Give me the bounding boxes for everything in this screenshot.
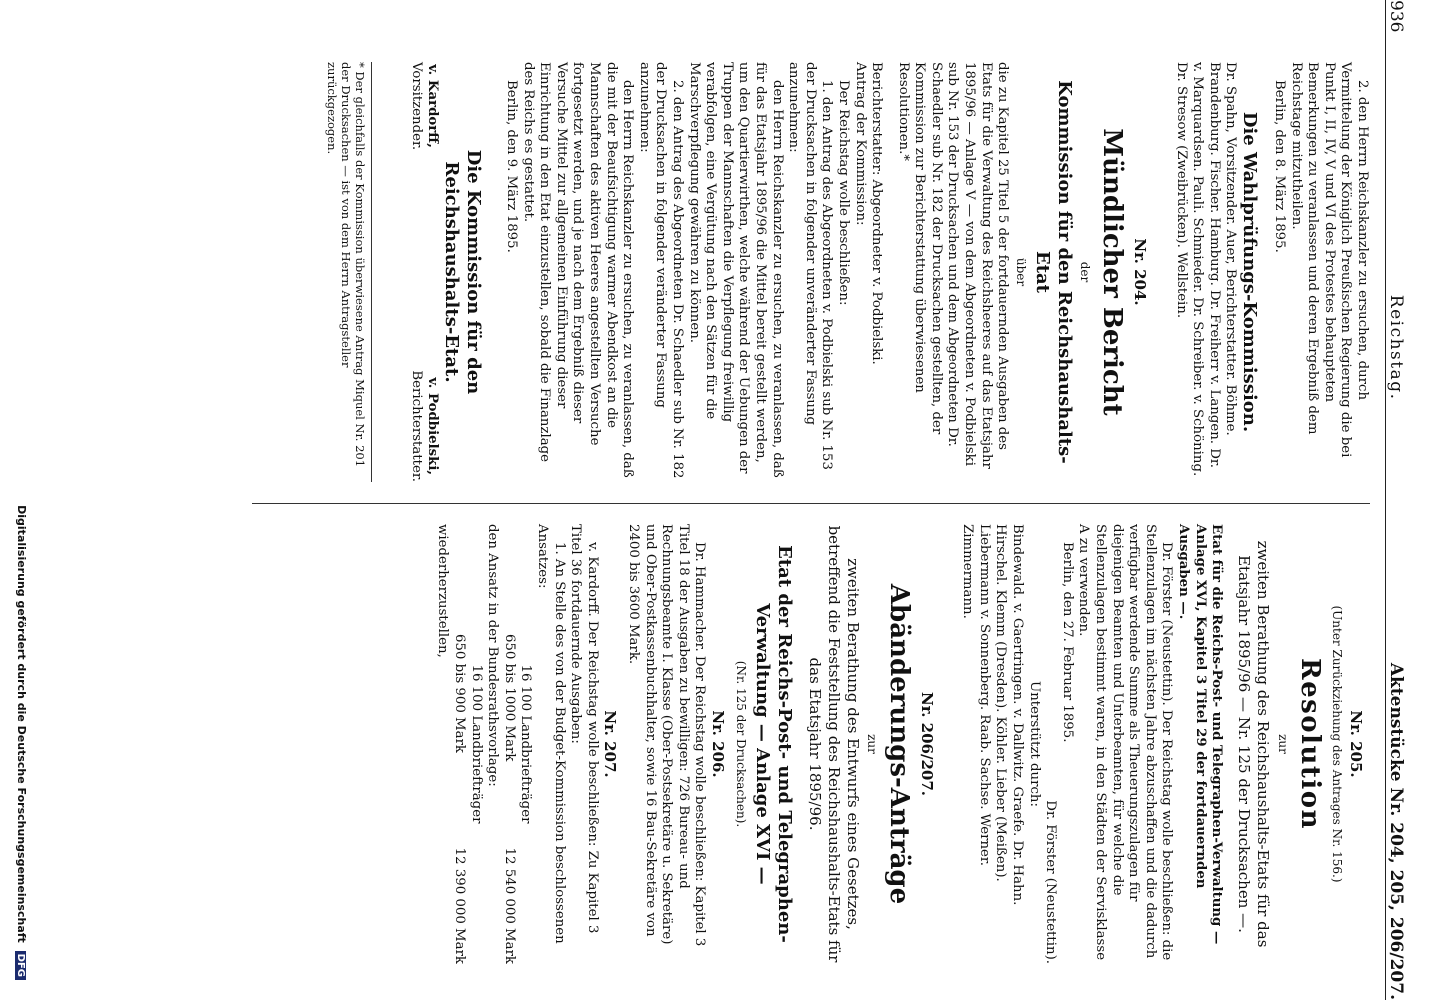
paragraph: v. Kardorff. Der Reichstag wolle beschließen: Zu Kapitel 3 Titel 36 fortdauernde Ausgaben: — [568, 524, 600, 934]
resolution-title: Resolution — [1294, 657, 1325, 831]
document-number: Nr. 206. — [708, 710, 727, 778]
amount-range: 650 bis 900 Mark — [452, 634, 468, 753]
word-zur: zur — [1275, 734, 1290, 754]
signature-name: v. Podbielski, — [425, 377, 441, 476]
signature-name: v. Kardorff, — [425, 64, 441, 148]
amendment-title: Abänderungs-Anträge — [884, 583, 915, 905]
header-title: Reichstag. — [1386, 294, 1406, 401]
document-number: Nr. 205. — [1347, 710, 1365, 778]
word-der: der — [1078, 261, 1093, 283]
word-zur: zur — [865, 734, 880, 754]
footnote-text: zurückgezogen. — [325, 62, 339, 155]
word-ueber: über — [1013, 257, 1028, 287]
motion-label: Antrag der Kommission: — [852, 62, 868, 226]
amount-line — [450, 524, 467, 964]
header-right: Aktenstücke Nr. 204, 205, 206/207. — [1386, 662, 1406, 1000]
resolution-item-1-text: den Herrn Reichskanzler zu ersuchen, zu veranlassen, daß für das Etatsjahr 1895/96 die Mittel bereit gestellt werden, um den Quartierwirthen, welche während der Uebungen der Truppen der Mannschaften die Verpflegung freiwillig verabfolgen, eine Vergütung nach den Sätzen für die Marschverpflegung gewähren zu können. — [686, 62, 785, 478]
resolution-item-2: 2. den Antrag des Abgeordneten Dr. Schaedler sub Nr. 182 der Drucksachen in folgender veränderter Fassung anzunehmen: — [636, 62, 685, 479]
closing-word: wiederherzustellen, — [435, 524, 451, 658]
dateline: Berlin, den 8. März 1895. — [1272, 80, 1288, 253]
document-number: Nr. 206/207. — [917, 691, 936, 796]
amount-value: 12 390 000 Mark — [452, 847, 468, 964]
document-number: Nr. 207. — [601, 710, 620, 778]
amount-range: 650 bis 1000 Mark — [501, 634, 517, 762]
rapporteur: Berichterstatter: Abgeordneter v. Podbielski. — [869, 62, 885, 365]
supporters: Bindewald. v. Gaertringen. v. Dallwitz. Graefe. Dr. Hahn. Hirschel. Klemm (Dresden). Köhler. Lieber (Meißen). Liebermann v. Sonnenberg. Raab. Sachse. Werner. Zimmermann. — [960, 524, 1026, 906]
paragraph: Dr. Hammacher. Der Reichstag wolle beschließen: Kapitel 3 Titel 18 der Ausgaben zu bewilligen: 726 Bureau- und Rechnungsbeamte I. Klasse (Ober-Postsekretäre u. Sekretäre) und Ober-Postkassenbuchhalter, sowie 16 Bau-Sekretäre von 2400 bis 3600 Mark. — [625, 524, 708, 947]
dateline: Berlin, den 9. März 1895. — [504, 80, 520, 253]
amount-label: 16 100 Landbriefträger — [518, 664, 534, 824]
report-title: Mündlicher Bericht — [1097, 128, 1128, 416]
page-header — [1385, 0, 1412, 1000]
column-divider — [252, 503, 1370, 504]
amendment-item: 1. An Stelle des von der Budget-Kommission beschlossenen Ansatzes: — [535, 524, 567, 944]
note: (Unter Zurückziehung des Antrages Nr. 156.) — [1330, 605, 1345, 883]
etat-heading: Etat der Reichs-Post- und Telegraphen-Verwaltung — Anlage XVI — — [751, 545, 795, 943]
digitization-note — [15, 0, 28, 1000]
signature-role: Vorsitzender. — [408, 62, 424, 151]
heading: zweiten Berathung des Entwurfs eines Gesetzes, betreffend die Feststellung des Reichshaushalts-Etats für das Etatsjahr 1895/96. — [805, 525, 862, 963]
resolution-item-1: 1. den Antrag des Abgeordneten v. Podbielski sub Nr. 153 der Drucksachen in folgender unveränderter Fassung anzunehmen: — [786, 62, 835, 470]
footnote-text: * Der gleichfalls der Kommission überwiesene Antrag Miquel Nr. 201 der Drucksachen — ist von dem Herrn Antragsteller — [339, 62, 367, 468]
signatures — [407, 62, 440, 482]
amount-value: 12 540 000 Mark — [501, 847, 517, 964]
right-column — [434, 524, 1370, 964]
footnote — [325, 62, 372, 482]
resolution-item-2-text: den Herrn Reichskanzler zu ersuchen, zu veranlassen, daß die mit der Beaufsichtigung warmer Abendkost an die Mannschaften des aktiven Heeres angestellten Versuche fortgesetzt werden, und je nach dem Ergebniß dieser Versuche Mittel zur allgemeinen Einführung dieser Einrichtung in den Etat einzustellen, sobald die Finanzlage des Reichs es gestattet. — [520, 62, 636, 478]
dfg-logo: DFG — [15, 951, 26, 980]
left-column — [407, 62, 1370, 482]
paragraph: 2. den Herrn Reichskanzler zu ersuchen, durch Vermittelung der Königlich Preußischen Regierung die bei Punkt I, II, IV, V und VI des Protestes behaupteten Bemerkungen zu veranlassen und deren Ergebniß dem Reichstage mitzutheilen. — [1288, 62, 1370, 458]
committee-heading: Die Wahlprüfungs-Kommission. — [1239, 111, 1261, 433]
signature-role: Berichterstatter. — [408, 370, 424, 482]
heading: zweiten Berathung des Reichshaushalts-Etats für das Etatsjahr 1895/96 — Nr. 125 der Drucksachen —. — [1235, 540, 1273, 948]
paragraph: Dr. Förster (Neustettin). Der Reichstag wolle beschließen: die Stellenzulagen im nächsten Jahre abzuschaffen und die dadurch verfügbar werdende Summe als Theuerungszulagen für diejenigen Beamten und Unterbeamten, für welche die Stellenzulagen bestimmt waren, in den Städten der Servisklasse A zu verwenden. — [1076, 524, 1175, 961]
document-number: Nr. 204. — [1131, 238, 1150, 306]
signature: Dr. Förster (Neustettin). — [1043, 800, 1059, 964]
paragraph: die zu Kapitel 25 Titel 5 der fortdauernden Ausgaben des Etats für die Verwaltung des Reichsheeres auf das Etatsjahr 1895/96 — Anlage V — von dem Abgeordneten v. Podbielski sub Nr. 153 der Drucksachen und dem Abgeordneten Dr. Schaedler sub Nr. 182 der Drucksachen gestellten, der Kommission zur Berichterstattung überwiesenen Resolutionen.* — [895, 62, 1011, 469]
committee-members: Dr. Spahn, Vorsitzender. Auer, Berichterstatter. Böhme. Brandenburg. Fischer. Hamburg. Dr. Freiherr v. Langen. Dr. v. Marquardsen. Pauli. Schmieder. Dr. Schreiber. v. Schöning. Dr. Stresow (Zweibrücken). Wellstein. — [1173, 62, 1239, 477]
supported-by: Unterstützt durch: — [1026, 681, 1042, 807]
digitization-text: Digitalisierung gefördert durch die Deutsche Forschungsgemeinschaft — [15, 505, 28, 943]
committee-heading: Die Kommission für den Reichshaushalts-Etat. — [441, 149, 485, 395]
amount-line — [500, 524, 517, 964]
dateline: Berlin, den 27. Februar 1895. — [1059, 542, 1075, 743]
note: (Nr. 125 der Drucksachen). — [733, 660, 748, 828]
etat-title: Etat für die Reichs-Post- und Telegraphen-Verwaltung — Anlage XVI, Kapitel 3 Titel 29 der fortdauernden Ausgaben —. — [1176, 524, 1225, 945]
report-subtitle: Kommission für den Reichshaushalts-Etat — [1031, 80, 1075, 464]
page-number: 936 — [1386, 0, 1406, 33]
amount-label: 16 100 Landbriefträger — [468, 664, 484, 824]
resolve-line: Der Reichstag wolle beschließen: — [835, 80, 851, 306]
amendment-item: den Ansatz in der Bundesrathsvorlage: — [485, 524, 501, 787]
